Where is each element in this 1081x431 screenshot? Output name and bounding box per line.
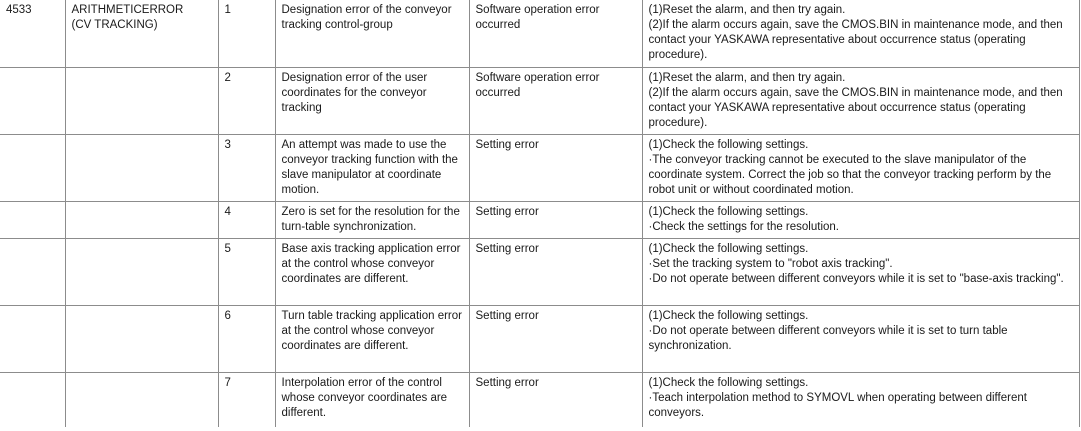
- remedy-line: ·Set the tracking system to "robot axis tracking".: [648, 257, 893, 270]
- cause-text: Software operation error occurred: [475, 4, 600, 31]
- meaning-cell: [275, 67, 469, 134]
- remedy-line: ·Check the settings for the resolution.: [648, 220, 839, 233]
- alarm-name-cell: [65, 201, 218, 238]
- cause-cell: [469, 305, 642, 372]
- cause-cell: [469, 201, 642, 238]
- remedy-cell: [642, 201, 1079, 238]
- remedy-line: ·Do not operate between different conveyors while it is set to turn table synchronization.: [648, 324, 1008, 352]
- alarm-name-cell: [65, 238, 218, 305]
- cause-text: Setting error: [475, 205, 539, 218]
- cause-text: Setting error: [475, 138, 539, 151]
- table-row: [0, 238, 1079, 305]
- remedy-cell: [642, 372, 1079, 427]
- table-row: [0, 134, 1079, 201]
- meaning-text: Interpolation error of the control whose conveyor coordinates are different.: [281, 376, 448, 419]
- sub-code-cell: [218, 238, 275, 305]
- table-row: [0, 0, 1079, 67]
- remedy-line: (2)If the alarm occurs again, save the CMOS.BIN in maintenance mode, and then contact your YASKAWA representative about occurrence status (operating procedure).: [648, 86, 1063, 129]
- alarm-name-cell: [65, 305, 218, 372]
- remedy-line: ·Do not operate between different conveyors while it is set to "base-axis tracking".: [648, 272, 1064, 285]
- cause-cell: [469, 238, 642, 305]
- remedy-line: (1)Reset the alarm, and then try again.: [648, 4, 846, 16]
- sub-code: 7: [224, 376, 231, 389]
- meaning-cell: [275, 201, 469, 238]
- alarm-code-cell: [0, 238, 65, 305]
- alarm-code-cell: [0, 67, 65, 134]
- meaning-text: Zero is set for the resolution for the turn-table synchronization.: [281, 205, 460, 233]
- alarm-name-cell: [65, 67, 218, 134]
- remedy-line: (2)If the alarm occurs again, save the CMOS.BIN in maintenance mode, and then contact your YASKAWA representative about occurrence status (operating procedure).: [648, 19, 1063, 61]
- alarm-name-cell: [65, 134, 218, 201]
- remedy-line: ·The conveyor tracking cannot be executed to the slave manipulator of the coordinate system. Correct the job so that the conveyor tracking perform by the robot unit or without coordinated motion.: [648, 153, 1052, 196]
- remedy-line: (1)Check the following settings.: [648, 242, 809, 255]
- sub-code: 3: [224, 138, 231, 151]
- alarm-name: ARITHMETICERROR: [71, 4, 184, 16]
- alarm-code-cell: [0, 201, 65, 238]
- cause-text: Setting error: [475, 309, 539, 322]
- cause-cell: [469, 134, 642, 201]
- alarm-name-cell: [65, 372, 218, 427]
- alarm-name-cell: [65, 0, 218, 67]
- table-row: [0, 372, 1079, 427]
- table-row: [0, 305, 1079, 372]
- meaning-text: Turn table tracking application error at the control whose conveyor coordinates are different.: [281, 309, 462, 352]
- remedy-line: (1)Reset the alarm, and then try again.: [648, 71, 846, 84]
- meaning-cell: [275, 238, 469, 305]
- table-row: [0, 67, 1079, 134]
- meaning-text: Designation error of the conveyor tracking control-group: [281, 4, 452, 31]
- meaning-cell: [275, 134, 469, 201]
- meaning-cell: [275, 305, 469, 372]
- cause-cell: [469, 372, 642, 427]
- sub-code-cell: [218, 201, 275, 238]
- sub-code: 2: [224, 71, 231, 84]
- alarm-code-cell: [0, 372, 65, 427]
- sub-code: 6: [224, 309, 231, 322]
- meaning-text: An attempt was made to use the conveyor tracking function with the slave manipulator at coordinate motion.: [281, 138, 458, 196]
- table-row: [0, 201, 1079, 238]
- cause-cell: [469, 0, 642, 67]
- meaning-cell: [275, 0, 469, 67]
- sub-code-cell: [218, 67, 275, 134]
- remedy-cell: [642, 0, 1079, 67]
- remedy-line: ·Teach interpolation method to SYMOVL when operating between different conveyors.: [648, 391, 1027, 419]
- remedy-cell: [642, 67, 1079, 134]
- sub-code-cell: [218, 372, 275, 427]
- remedy-line: (1)Check the following settings.: [648, 376, 809, 389]
- sub-code-cell: [218, 305, 275, 372]
- alarm-code-cell: [0, 305, 65, 372]
- meaning-cell: [275, 372, 469, 427]
- cause-text: Setting error: [475, 242, 539, 255]
- remedy-cell: [642, 238, 1079, 305]
- alarm-code-cell: [0, 134, 65, 201]
- sub-code: 4: [224, 205, 231, 218]
- remedy-line: (1)Check the following settings.: [648, 205, 809, 218]
- remedy-line: (1)Check the following settings.: [648, 309, 809, 322]
- alarm-code: 4533: [6, 4, 32, 16]
- meaning-text: Base axis tracking application error at the control whose conveyor coordinates are different.: [281, 242, 461, 285]
- sub-code-cell: [218, 0, 275, 67]
- cause-cell: [469, 67, 642, 134]
- sub-code-cell: [218, 134, 275, 201]
- sub-code: 1: [224, 4, 231, 16]
- alarm-code-cell: [0, 0, 65, 67]
- cause-text: Software operation error occurred: [475, 71, 600, 99]
- cause-text: Setting error: [475, 376, 539, 389]
- remedy-cell: [642, 305, 1079, 372]
- sub-code: 5: [224, 242, 231, 255]
- remedy-line: (1)Check the following settings.: [648, 138, 809, 151]
- meaning-text: Designation error of the user coordinates for the conveyor tracking: [281, 71, 428, 114]
- alarm-name-sub: (CV TRACKING): [71, 19, 158, 31]
- remedy-cell: [642, 134, 1079, 201]
